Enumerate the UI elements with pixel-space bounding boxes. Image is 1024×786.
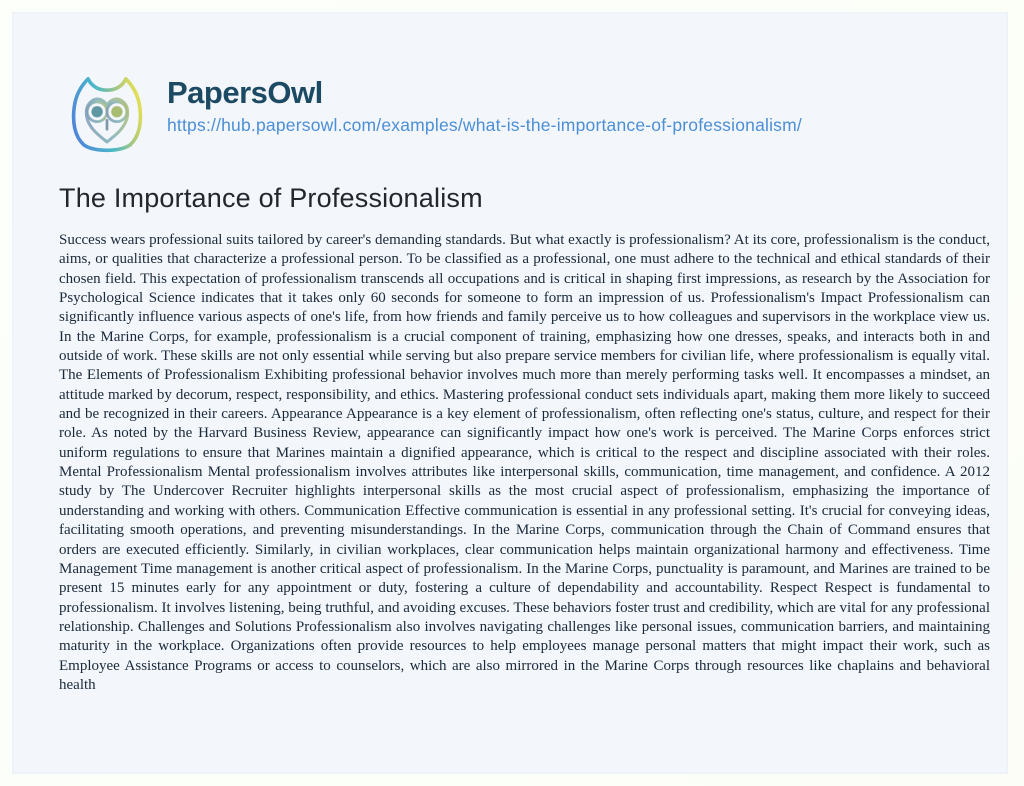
article-title: The Importance of Professionalism <box>59 183 483 213</box>
papersowl-owl-logo-icon <box>62 68 152 160</box>
brand-name: PapersOwl <box>167 75 323 110</box>
document-card <box>12 12 1008 774</box>
source-url-link[interactable]: https://hub.papersowl.com/examples/what-is-the-importance-of-professionalism/ <box>167 115 802 135</box>
article-body: Success wears professional suits tailored by career's demanding standards. But what exactly is professionalism? At its core, professionalism is the conduct, aims, or qualities that characterize a professional person. To be classified as a professional, one must adhere to the technical and ethical standards of their chosen field. This expectation of professionalism transcends all occupations and is critical in shaping first impressions, as research by the Association for Psychological Science indicates that it takes only 60 seconds for someone to form an impression of us. Professionalism's Impact Professionalism can significantly influence various aspects of one's life, from how friends and family perceive us to how colleagues and supervisors in the workplace view us. In the Marine Corps, for example, professionalism is a crucial component of training, emphasizing how one dresses, speaks, and interacts both in and outside of work. These skills are not only essential while serving but also prepare service members for civilian life, where professionalism is equally vital. The Elements of Professionalism Exhibiting professional behavior involves much more than merely performing tasks well. It encompasses a mindset, an attitude marked by decorum, respect, responsibility, and ethics. Mastering professional conduct sets individuals apart, making them more likely to succeed and be recognized in their careers. Appearance Appearance is a key element of professionalism, often reflecting one's status, culture, and respect for their role. As noted by the Harvard Business Review, appearance can significantly impact how one's work is perceived. The Marine Corps enforces strict uniform regulations to ensure that Marines maintain a dignified appearance, which is critical to the respect and discipline associated with their roles. Mental Professionalism Mental professionalism involves attributes like interpersonal skills, communication, time management, and confidence. A 2012 study by The Undercover Recruiter highlights interpersonal skills as the most crucial aspect of professionalism, emphasizing the importance of understanding and working with others. Communication Effective communication is essential in any professional setting. It's crucial for conveying ideas, facilitating smooth operations, and preventing misunderstandings. In the Marine Corps, communication through the Chain of Command ensures that orders are executed efficiently. Similarly, in civilian workplaces, clear communication helps maintain organizational harmony and effectiveness. Time Management Time management is another critical aspect of professionalism. In the Marine Corps, punctuality is paramount, and Marines are trained to be present 15 minutes early for any appointment or duty, fostering a culture of dependability and accountability. Respect Respect is fundamental to professionalism. It involves listening, being truthful, and avoiding excuses. These behaviors foster trust and credibility, which are vital for any professional relationship. Challenges and Solutions Professionalism also involves navigating challenges like personal issues, communication barriers, and maintaining maturity in the workplace. Organizations often provide resources to help employees manage personal matters that might impact their work, such as Employee Assistance Programs or access to counselors, which are also mirrored in the Marine Corps through resources like chaplains and behavioral health <box>59 232 990 693</box>
